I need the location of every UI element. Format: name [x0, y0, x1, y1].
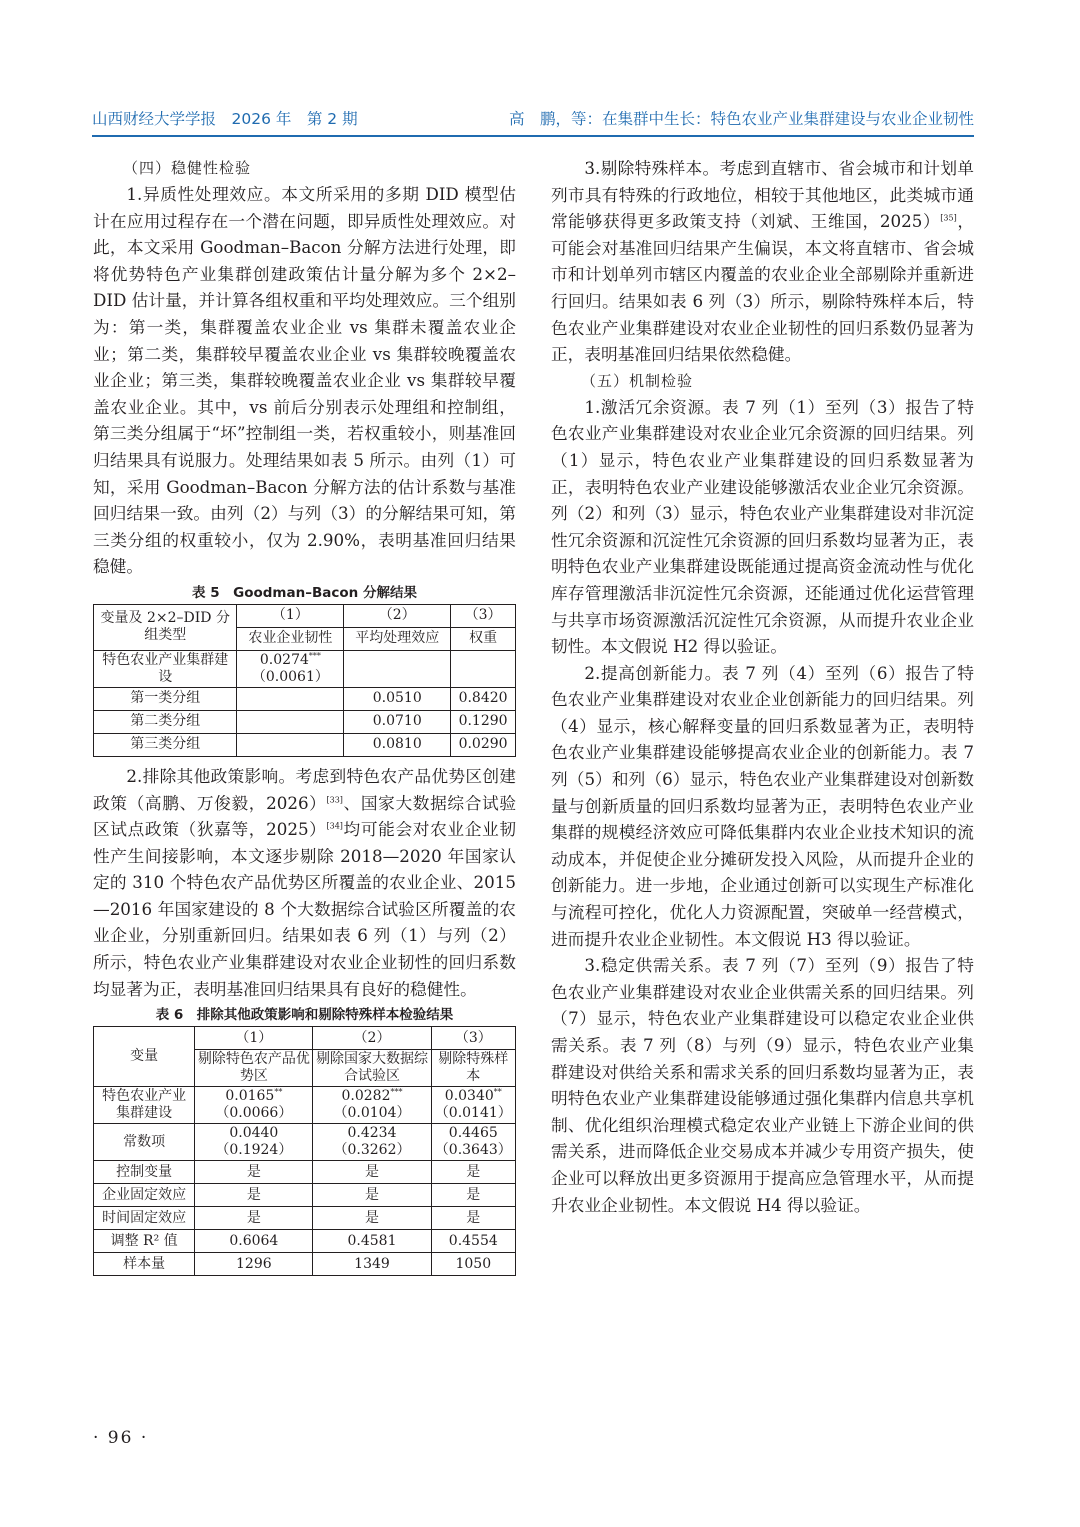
t6-cell: 0.0165** （0.0066） [195, 1087, 313, 1124]
t5-cell: 0.0290 [451, 733, 516, 756]
t5-row-label: 第三类分组 [94, 733, 237, 756]
t6-cell: 1349 [313, 1253, 431, 1276]
t6-row-label: 企业固定效应 [94, 1184, 195, 1207]
header-rule [92, 135, 974, 137]
t6-row-label: 时间固定效应 [94, 1207, 195, 1230]
table-row [94, 1087, 516, 1124]
article-title: 高 鹏，等：在集群中生长：特色农业产业集群建设与农业企业韧性 [508, 110, 974, 128]
t6-row-label: 调整 R² 值 [94, 1230, 195, 1253]
table-row [94, 687, 516, 710]
t6-cell: 0.0440 （0.1924） [195, 1124, 313, 1161]
paragraph-other-policy: 2.排除其他政策影响。考虑到特色农产品优势区创建政策（高鹏、万俊毅，2026）[33]、国家大数据综合试验区试点政策（狄嘉等，2025）[34]均可能会对农业企业韧性产生间接影响，本文逐步剔除 2018—2020 年国家认定的 310 个特色农产品优势区所覆盖的农业企业、2015—2016 年国家建设的 8 个大数据综合试验区所覆盖的农业企业，分别重新回归。结果如表 6 列（1）与列（2）所示，特色农业产业集群建设对农业企业韧性的回归系数均显著为正，表明基准回归结果具有良好的稳健性。 [93, 765, 517, 999]
t6-row-label: 控制变量 [94, 1161, 195, 1184]
t5-cell [451, 650, 516, 687]
t6-cell: 是 [195, 1207, 313, 1230]
table-row [94, 1230, 516, 1253]
t5-row-label: 第二类分组 [94, 710, 237, 733]
t5-row-label: 特色农业产业集群建设 [94, 650, 237, 687]
t6-cell: 0.0282*** （0.0104） [313, 1087, 431, 1124]
t6-col3-name: 剔除特殊样本 [431, 1050, 515, 1087]
paragraph-supply-demand: 3.稳定供需关系。表 7 列（7）至列（9）报告了特色农业产业集群建设对农业企业供需关系的回归结果。列（7）显示，特色农业产业集群建设可以稳定农业企业供需关系。表 7 列（8）与列（9）显示，特色农业产业集群建设对供给关系和需求关系的回归系数均显著为正，表明特色农业产业集群建设能够通过强化集群内信息共享机制、优化组织治理模式稳定农业产业链上下游企业间的供需关系，进而降低企业交易成本并减少专用资产损失，使企业可以释放出更多资源用于提高应急管理水平，从而提升农业企业韧性。本文假说 H4 得以验证。 [551, 955, 974, 1215]
t6-col2-name: 剔除国家大数据综合试验区 [313, 1050, 431, 1087]
t6-cell: 是 [313, 1207, 431, 1230]
t5-cell: 0.0710 [344, 710, 451, 733]
t6-row-label: 样本量 [94, 1253, 195, 1276]
t6-cell: 0.4234 （0.3262） [313, 1124, 431, 1161]
table-row [94, 1253, 516, 1276]
t5-col2-number: （2） [344, 604, 451, 627]
running-header [92, 103, 974, 131]
t5-col3-name: 权重 [451, 627, 516, 650]
table5 [93, 604, 516, 757]
table-row [94, 733, 516, 756]
right-column [551, 155, 974, 1218]
t6-col1-name: 剔除特色农产品优势区 [195, 1050, 313, 1087]
t6-cell: 0.0340** （0.0141） [431, 1087, 515, 1124]
t6-cell: 是 [313, 1161, 431, 1184]
table-row [94, 1124, 516, 1161]
t5-cell [344, 650, 451, 687]
t5-row-label: 第一类分组 [94, 687, 237, 710]
t5-cell: 0.0510 [344, 687, 451, 710]
t6-col2-number: （2） [313, 1027, 431, 1050]
t5-col1-name: 农业企业韧性 [237, 627, 344, 650]
t5-cell: 0.0274*** （0.0061） [237, 650, 344, 687]
table-row [94, 1207, 516, 1230]
t5-col2-name: 平均处理效应 [344, 627, 451, 650]
t6-cell: 0.4554 [431, 1230, 515, 1253]
journal-title: 山西财经大学学报 2026 年 第 2 期 [92, 110, 358, 128]
table6-caption: 表 6 排除其他政策影响和剔除特殊样本检验结果 [155, 1007, 454, 1024]
t6-cell: 是 [313, 1184, 431, 1207]
page-number: · 96 · [93, 1428, 149, 1448]
table6 [93, 1026, 516, 1276]
table5-caption: 表 5 Goodman–Bacon 分解结果 [192, 584, 417, 601]
t6-cell: 1296 [195, 1253, 313, 1276]
t6-row-label: 特色农业产业集群建设 [94, 1087, 195, 1124]
t6-cell: 0.4465 （0.3643） [431, 1124, 515, 1161]
left-column [93, 155, 516, 1276]
t6-cell: 是 [431, 1207, 515, 1230]
t5-header-variable: 变量及 2×2–DID 分组类型 [94, 604, 237, 650]
t6-cell: 0.4581 [313, 1230, 431, 1253]
t6-cell: 0.6064 [195, 1230, 313, 1253]
t6-col1-number: （1） [195, 1027, 313, 1050]
t6-cell: 是 [195, 1184, 313, 1207]
t5-col3-number: （3） [451, 604, 516, 627]
t6-row-label: 常数项 [94, 1124, 195, 1161]
t6-cell: 是 [431, 1184, 515, 1207]
table-row [94, 1161, 516, 1184]
t6-col3-number: （3） [431, 1027, 515, 1050]
section-heading-mechanism: （五）机制检验 [581, 371, 694, 390]
t6-cell: 是 [195, 1161, 313, 1184]
t5-col1-number: （1） [237, 604, 344, 627]
table-row [94, 1184, 516, 1207]
t6-cell: 是 [431, 1161, 515, 1184]
paragraph-innovation: 2.提高创新能力。表 7 列（4）至列（6）报告了特色农业产业集群建设对农业企业创新能力的回归结果。列（4）显示，核心解释变量的回归系数显著为正，表明特色农业产业集群建设能够提高农业企业的创新能力。表 7 列（5）和列（6）显示，特色农业产业集群建设对创新数量与创新质量的回归系数均显著为正，表明特色农业产业集群的规模经济效应可降低集群内农业企业技术知识的流动成本，并促使企业分摊研发投入风险，从而提升企业的创新能力。进一步地，企业通过创新可以实现生产标准化与流程可控化，优化人力资源配置，突破单一经营模式，进而提升农业企业韧性。本文假说 H3 得以验证。 [551, 662, 974, 949]
t6-cell: 1050 [431, 1253, 515, 1276]
t5-cell [237, 710, 344, 733]
t5-cell: 0.0810 [344, 733, 451, 756]
t5-cell [237, 687, 344, 710]
paragraph-special-sample: 3.剔除特殊样本。考虑到直辖市、省会城市和计划单列市具有特殊的行政地位，相较于其他地区，此类城市通常能够获得更多政策支持（刘斌、王维国，2025）[35]，可能会对基准回归结果产生偏误，本文将直辖市、省会城市和计划单列市辖区内覆盖的农业企业全部剔除并重新进行回归。结果如表 6 列（3）所示，剔除特殊样本后，特色农业产业集群建设对农业企业韧性的回归系数仍显著为正，表明基准回归结果依然稳健。 [551, 158, 975, 365]
section-heading-robustness: （四）稳健性检验 [123, 159, 252, 177]
table-row [94, 710, 516, 733]
table-row [94, 650, 516, 687]
t5-cell: 0.1290 [451, 710, 516, 733]
t5-cell: 0.8420 [451, 687, 516, 710]
paragraph-heterogeneity: 1.异质性处理效应。本文所采用的多期 DID 模型估计在应用过程存在一个潜在问题，即异质性处理效应。对此，本文采用 Goodman–Bacon 分解方法进行处理，即将优势特色产业集群创建政策估计量分解为多个 2×2–DID 估计量，并计算各组权重和平均处理效应。三个组别为：第一类，集群覆盖农业企业 vs 集群未覆盖农业企业；第二类，集群较早覆盖农业企业 vs 集群较晚覆盖农业企业；第三类，集群较晚覆盖农业企业 vs 集群较早覆盖农业企业。其中，vs 前后分别表示处理组和控制组，第三类分组属于“坏”控制组一类，若权重较小，则基准回归结果具有说服力。处理结果如表 5 所示。由列（1）可知，采用 Goodman–Bacon 分解方法的估计系数与基准回归结果一致。由列（2）与列（3）的分解结果可知，第三类分组的权重较小，仅为 2.90%，表明基准回归结果稳健。 [93, 184, 516, 577]
t5-cell [237, 733, 344, 756]
paragraph-redundant-resources: 1.激活冗余资源。表 7 列（1）至列（3）报告了特色农业产业集群建设对农业企业冗余资源的回归结果。列（1）显示，特色农业产业集群建设的回归系数显著为正，表明特色农业产业建设能够激活农业企业冗余资源。列（2）和列（3）显示，特色农业产业集群建设对非沉淀性冗余资源和沉淀性冗余资源的回归系数均显著为正，表明特色农业产业集群建设既能通过提高资金流动性与优化库存管理激活非沉淀性冗余资源，还能通过优化运营管理与共享市场资源激活沉淀性冗余资源，从而提升农业企业韧性。本文假说 H2 得以验证。 [551, 396, 974, 657]
t6-header-variable: 变量 [94, 1027, 195, 1087]
